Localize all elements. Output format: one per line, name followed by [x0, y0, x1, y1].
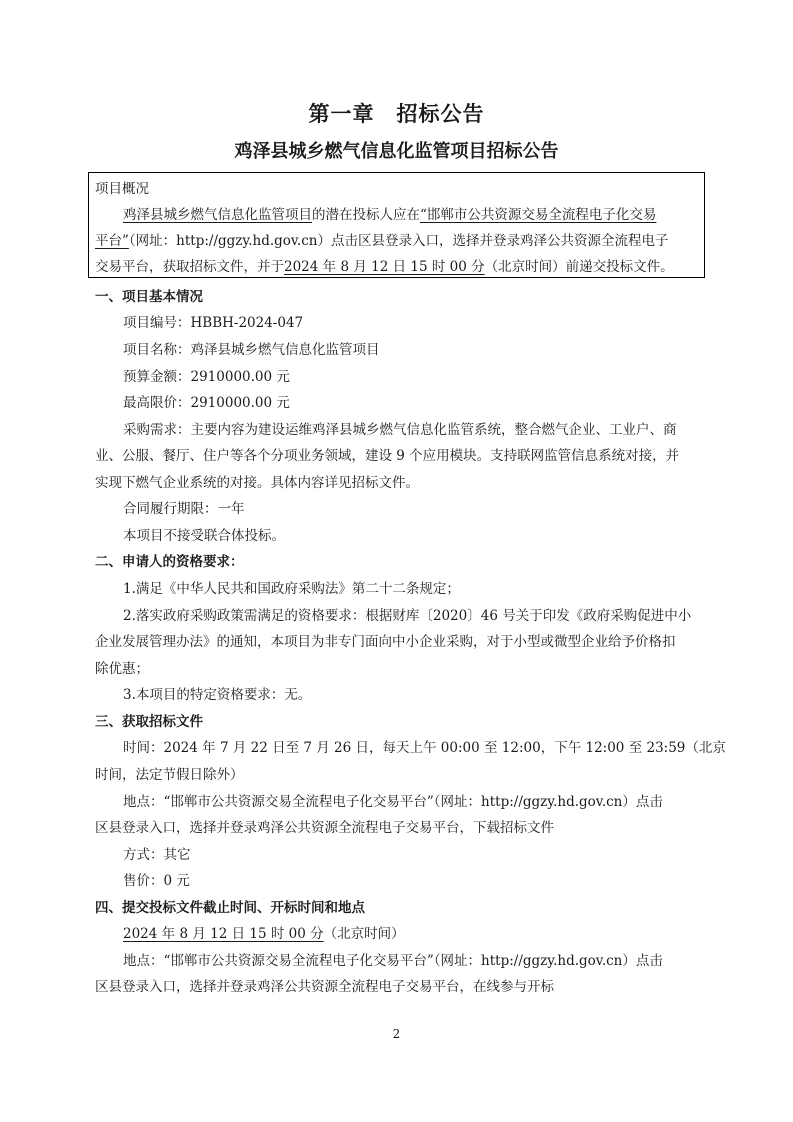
contract-period: 合同履行期限：一年	[123, 501, 245, 517]
max-price: 最高限价：2910000.00 元	[123, 395, 290, 411]
qualification-item-2-line-3: 除优惠；	[95, 661, 149, 677]
obtain-place-line-1: 地点：“邯郸市公共资源交易全流程电子化交易平台”（网址：http://ggzy.hd.gov.cn）点击	[123, 794, 663, 810]
overview-line-3-end: （北京时间）前递交投标文件。	[484, 259, 674, 275]
notice-title: 鸡泽县城乡燃气信息化监管项目招标公告	[234, 141, 559, 162]
overview-line-1	[123, 206, 656, 224]
budget-amount: 预算金额：2910000.00 元	[123, 369, 290, 385]
requirement-line-3: 实现下燃气企业系统的对接。具体内容详见招标文件。	[95, 475, 419, 491]
obtain-method: 方式：其它	[123, 847, 191, 863]
overview-line-2	[95, 232, 668, 250]
consortium-note: 本项目不接受联合体投标。	[123, 528, 285, 544]
requirement-line-2: 业、公服、餐厅、住户等各个分项业务领域，建设 9 个应用模块。支持联网监管信息系统对接，并	[95, 448, 680, 464]
deadline-date: 2024 年 8 月 12 日 15 时 00 分	[123, 926, 324, 942]
requirement-line-1: 采购需求：主要内容为建设运维鸡泽县城乡燃气信息化监管系统，整合燃气企业、工业户、商	[123, 422, 677, 438]
submission-place-line-1: 地点：“邯郸市公共资源交易全流程电子化交易平台”（网址：http://ggzy.hd.gov.cn）点击	[123, 953, 663, 969]
overview-line-3-start: 交易平台，获取招标文件，并于	[95, 259, 284, 275]
chapter-title: 第一章 招标公告	[308, 102, 485, 126]
overview-platform-end: 平台”	[95, 233, 129, 249]
section3-heading: 三、获取招标文件	[95, 714, 203, 730]
qualification-item-2-line-1: 2.落实政府采购政策需满足的资格要求：根据财库〔2020〕46 号关于印发《政府采购促进中小	[123, 608, 692, 624]
deadline-timezone: （北京时间）	[323, 926, 405, 942]
overview-project-name: 鸡泽县城乡燃气信息化监管项目	[123, 207, 312, 223]
overview-line-3	[95, 258, 674, 276]
qualification-item-1: 1.满足《中华人民共和国政府采购法》第二十二条规定；	[123, 581, 460, 597]
qualification-item-2-line-2: 企业发展管理办法》的通知，本项目为非专门面向中小企业采购，对于小型或微型企业给予价格扣	[95, 634, 676, 650]
project-number: 项目编号：HBBH-2024-047	[123, 315, 304, 331]
overview-deadline: 2024 年 8 月 12 日 15 时 00 分	[284, 259, 485, 275]
overview-platform: “邯郸市公共资源交易全流程电子化交易	[420, 207, 657, 223]
section1-heading: 一、项目基本情况	[95, 289, 203, 305]
project-name: 项目名称：鸡泽县城乡燃气信息化监管项目	[123, 342, 380, 358]
qualification-item-3: 3.本项目的特定资格要求：无。	[123, 687, 312, 703]
overview-label: 项目概况	[95, 181, 149, 197]
obtain-time-line-1: 时间：2024 年 7 月 22 日至 7 月 26 日，每天上午 00:00 至 12:00，下午 12:00 至 23:59（北京	[123, 740, 726, 756]
obtain-place-line-2: 区县登录入口，选择并登录鸡泽公共资源全流程电子交易平台，下载招标文件	[95, 820, 554, 836]
obtain-time-line-2: 时间，法定节假日除外）	[95, 767, 244, 783]
obtain-price: 售价：0 元	[123, 873, 190, 889]
page-number: 2	[392, 1027, 401, 1041]
section4-heading: 四、提交投标文件截止时间、开标时间和地点	[95, 900, 365, 916]
submission-deadline	[123, 925, 405, 943]
submission-place-line-2: 区县登录入口，选择并登录鸡泽公共资源全流程电子交易平台，在线参与开标	[95, 979, 554, 995]
section2-heading: 二、申请人的资格要求：	[95, 554, 244, 570]
overview-line-2-rest: （网址：http://ggzy.hd.gov.cn）点击区县登录入口，选择并登录鸡泽公共资源全流程电子	[128, 233, 669, 249]
overview-line-1-mid: 的潜在投标人应在	[312, 207, 420, 223]
